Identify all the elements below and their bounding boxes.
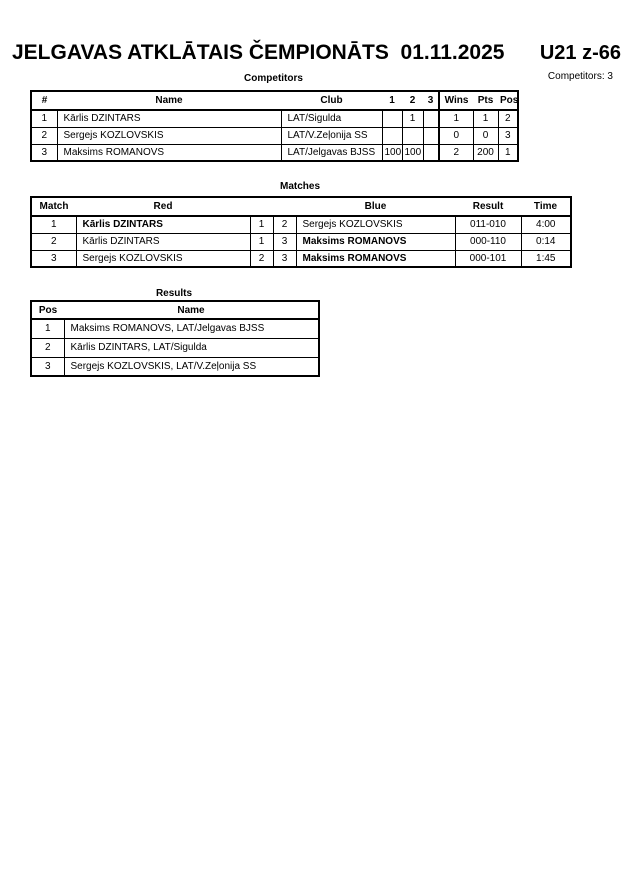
cell-pts: 200 [473,144,498,161]
cell-blue-name: Sergejs KOZLOVSKIS [296,216,455,233]
cell-red-competitor-num: 1 [250,233,273,250]
cell-score3 [423,144,439,161]
competitors-table [30,90,519,162]
matches-header-row [31,197,571,216]
cell-pos: 3 [31,357,64,376]
cell-pos: 2 [498,110,518,127]
column-header-pts: Pts [473,91,498,110]
cell-red-name: Kārlis DZINTARS [76,216,250,233]
result-row [31,319,319,338]
cell-result: 000-110 [455,233,521,250]
cell-pts: 1 [473,110,498,127]
results-table [30,300,320,377]
cell-wins: 1 [439,110,473,127]
competitors-header-row [31,91,518,110]
cell-name: Kārlis DZINTARS, LAT/Sigulda [64,338,319,357]
column-header-blue: Blue [296,197,455,216]
cell-score2 [402,127,423,144]
results-section-label: Results [155,288,193,299]
cell-match-num: 2 [31,233,76,250]
cell-pos: 1 [498,144,518,161]
column-header-red-num [250,197,273,216]
cell-score2: 100 [402,144,423,161]
matches-table [30,196,572,268]
column-header-red: Red [76,197,250,216]
cell-red-competitor-num: 2 [250,250,273,267]
page-title: JELGAVAS ATKLĀTAIS ČEMPIONĀTS 01.11.2025 [12,41,505,64]
cell-blue-competitor-num: 3 [273,233,296,250]
cell-name: Maksims ROMANOVS [57,144,281,161]
column-header-score1: 1 [382,91,402,110]
cell-match-num: 3 [31,250,76,267]
cell-blue-name: Maksims ROMANOVS [296,250,455,267]
competitors-count: Competitors: 3 [547,71,613,82]
column-header-club: Club [281,91,382,110]
cell-num: 2 [31,127,57,144]
cell-club: LAT/Jelgavas BJSS [281,144,382,161]
column-header-time: Time [521,197,571,216]
cell-red-competitor-num: 1 [250,216,273,233]
cell-result: 011-010 [455,216,521,233]
column-header-pos: Pos [498,91,518,110]
column-header-blue-num [273,197,296,216]
matches-section-label: Matches [279,181,320,192]
result-row [31,357,319,376]
cell-time: 0:14 [521,233,571,250]
cell-score1: 100 [382,144,402,161]
cell-time: 4:00 [521,216,571,233]
cell-result: 000-101 [455,250,521,267]
column-header-name: Name [57,91,281,110]
cell-name: Sergejs KOZLOVSKIS, LAT/V.Zeļonija SS [64,357,319,376]
competitors-section-label: Competitors [244,73,303,84]
cell-score2: 1 [402,110,423,127]
cell-blue-name: Maksims ROMANOVS [296,233,455,250]
cell-wins: 2 [439,144,473,161]
cell-name: Kārlis DZINTARS [57,110,281,127]
cell-match-num: 1 [31,216,76,233]
cell-score1 [382,110,402,127]
cell-pos: 2 [31,338,64,357]
competitor-row [31,144,518,161]
column-header-num: # [31,91,57,110]
cell-score1 [382,127,402,144]
cell-num: 1 [31,110,57,127]
cell-name: Sergejs KOZLOVSKIS [57,127,281,144]
cell-score3 [423,127,439,144]
column-header-score3: 3 [423,91,439,110]
cell-num: 3 [31,144,57,161]
category-block [540,42,621,82]
cell-club: LAT/Sigulda [281,110,382,127]
column-header-match: Match [31,197,76,216]
cell-pos: 1 [31,319,64,338]
column-header-pos: Pos [31,301,64,319]
match-row [31,250,571,267]
column-header-result: Result [455,197,521,216]
cell-club: LAT/V.Zeļonija SS [281,127,382,144]
competitor-row [31,127,518,144]
cell-pts: 0 [473,127,498,144]
category-label: U21 z-66 [539,42,621,64]
match-row [31,233,571,250]
cell-blue-competitor-num: 2 [273,216,296,233]
cell-blue-competitor-num: 3 [273,250,296,267]
cell-red-name: Kārlis DZINTARS [76,233,250,250]
cell-name: Maksims ROMANOVS, LAT/Jelgavas BJSS [64,319,319,338]
column-header-wins: Wins [439,91,473,110]
cell-red-name: Sergejs KOZLOVSKIS [76,250,250,267]
column-header-score2: 2 [402,91,423,110]
match-row [31,216,571,233]
results-header-row [31,301,319,319]
result-row [31,338,319,357]
competitor-row [31,110,518,127]
cell-pos: 3 [498,127,518,144]
cell-time: 1:45 [521,250,571,267]
cell-wins: 0 [439,127,473,144]
column-header-name: Name [64,301,319,319]
cell-score3 [423,110,439,127]
